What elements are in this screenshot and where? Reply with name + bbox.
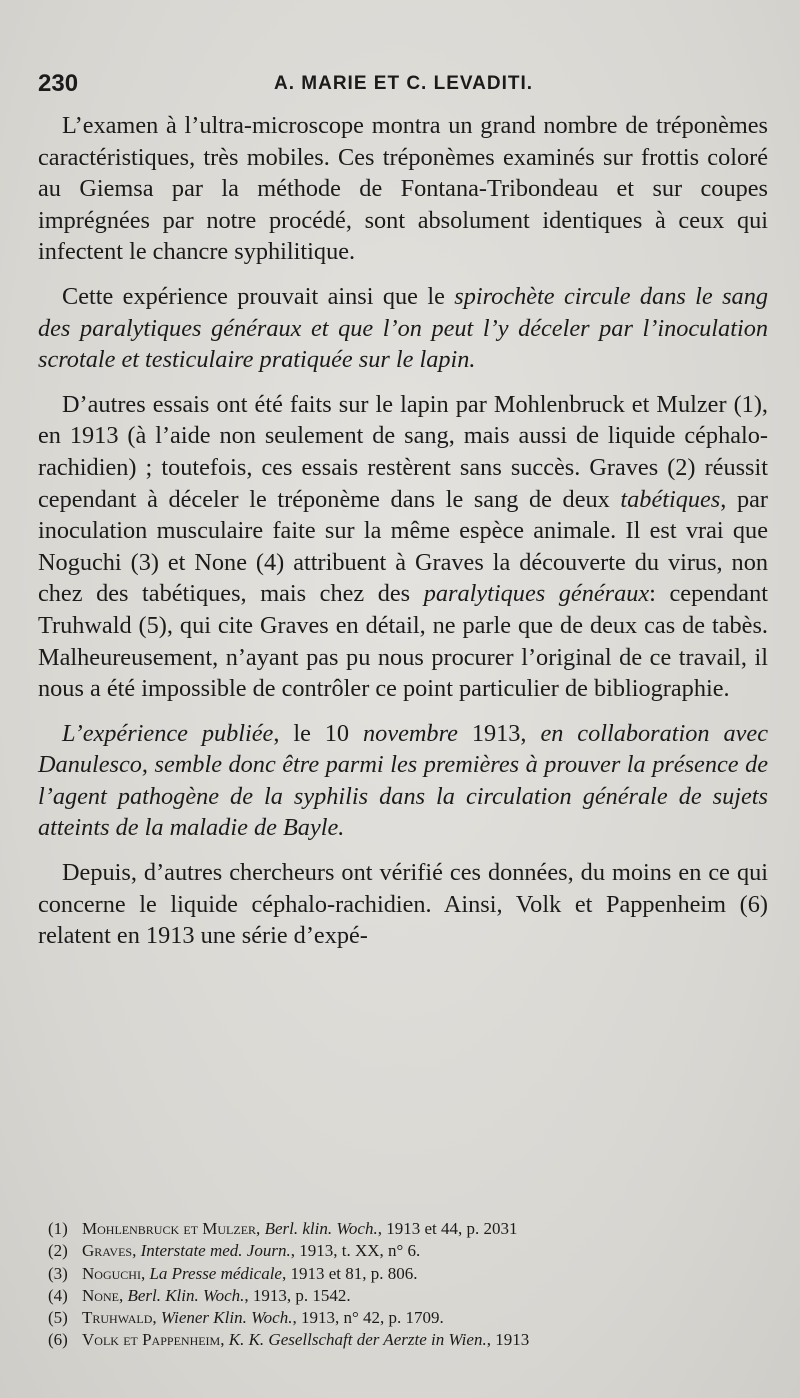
paragraph-3 xyxy=(38,389,768,705)
footnote: (2) Graves, Interstate med. Journ., 1913, t. XX, n° 6. xyxy=(48,1241,421,1261)
paragraph-3-italic-b: paralytiques généraux xyxy=(423,580,650,608)
paragraph-4-italic-a: L’expérience publiée xyxy=(62,719,274,747)
paragraph-3-text-b: , par inoculation musculaire faite sur la même espèce animale. Il est vrai que Noguchi (3) et None (4) attribuent à Graves la découverte du virus, non chez des tabétiques, mais chez des xyxy=(38,485,768,608)
running-head: A. MARIE ET C. LEVADITI. xyxy=(274,73,534,94)
page-number: 230 xyxy=(38,70,79,97)
footnote: (1) Mohlenbruck et Mulzer, Berl. klin. Woch., 1913 et 44, p. 2031 xyxy=(48,1219,518,1238)
page-header xyxy=(38,70,768,100)
paragraph-4-text-a: , le 10 xyxy=(273,719,364,747)
paragraph-3-italic-a: tabétiques xyxy=(620,485,721,513)
footnote: (4) None, Berl. Klin. Woch., 1913, p. 1542. xyxy=(48,1285,351,1305)
paragraph-3-text-a: D’autres essais ont été faits sur le lapin par Mohlenbruck et Mulzer (1), en 1913 (à l’aide non seulement de sang, mais aussi de liquide céphalo-rachidien) ; toutefois, ces essais restèrent sans succès. Graves (2) réussit cependant à déceler le tréponème dans le sang de deux xyxy=(38,390,768,513)
body-text xyxy=(38,110,768,965)
paragraph-2 xyxy=(38,281,768,376)
paragraph-4-text-b: 1913, xyxy=(457,719,541,747)
paragraph-5: Depuis, d’autres chercheurs ont vérifié ces données, du moins en ce qui concerne le liquide céphalo-rachidien. Ainsi, Volk et Pappenheim (6) relatent en 1913 une série d’expé- xyxy=(38,859,768,950)
paragraph-4 xyxy=(38,718,768,844)
paragraph-3-text-c: : cependant Truhwald (5), qui cite Graves en détail, ne parle que de deux cas de tabès. Malheureusement, n’ayant pas pu nous procurer l’original de ce travail, il nous a été impossible de contrôler ce point particulier de bibliographie. xyxy=(38,580,768,703)
paragraph-2-italic: spirochète circule dans le sang des paralytiques généraux et que l’on peut l’y déceler par l’inoculation scrotale et testiculaire pratiquée sur le lapin. xyxy=(38,282,768,374)
footnotes xyxy=(48,1218,770,1352)
paragraph-1: L’examen à l’ultra-microscope montra un grand nombre de tréponèmes caractéristiques, très mobiles. Ces tréponèmes examinés sur frottis coloré au Giemsa par la méthode de Fontana-Tribondeau et sur coupes imprégnées par notre procédé, sont absolument identiques à ceux qui infectent le chancre syphilitique. xyxy=(38,112,768,266)
paragraph-4-italic-c: en collaboration avec Danulesco, semble donc être parmi les premières à prouver la présence de l’agent pathogène de la syphilis dans la circulation générale de sujets atteints de la maladie de Bayle. xyxy=(38,719,768,842)
footnote: (3) Noguchi, La Presse médicale, 1913 et 81, p. 806. xyxy=(48,1263,418,1283)
paragraph-2-text: Cette expérience prouvait ainsi que le xyxy=(62,282,455,310)
footnote: (6) Volk et Pappenheim, K. K. Gesellschaft der Aerzte in Wien., 1913 xyxy=(48,1330,530,1350)
footnote: (5) Truhwald, Wiener Klin. Woch., 1913, n° 42, p. 1709. xyxy=(48,1308,444,1328)
paragraph-4-italic-b: novembre xyxy=(363,719,458,747)
